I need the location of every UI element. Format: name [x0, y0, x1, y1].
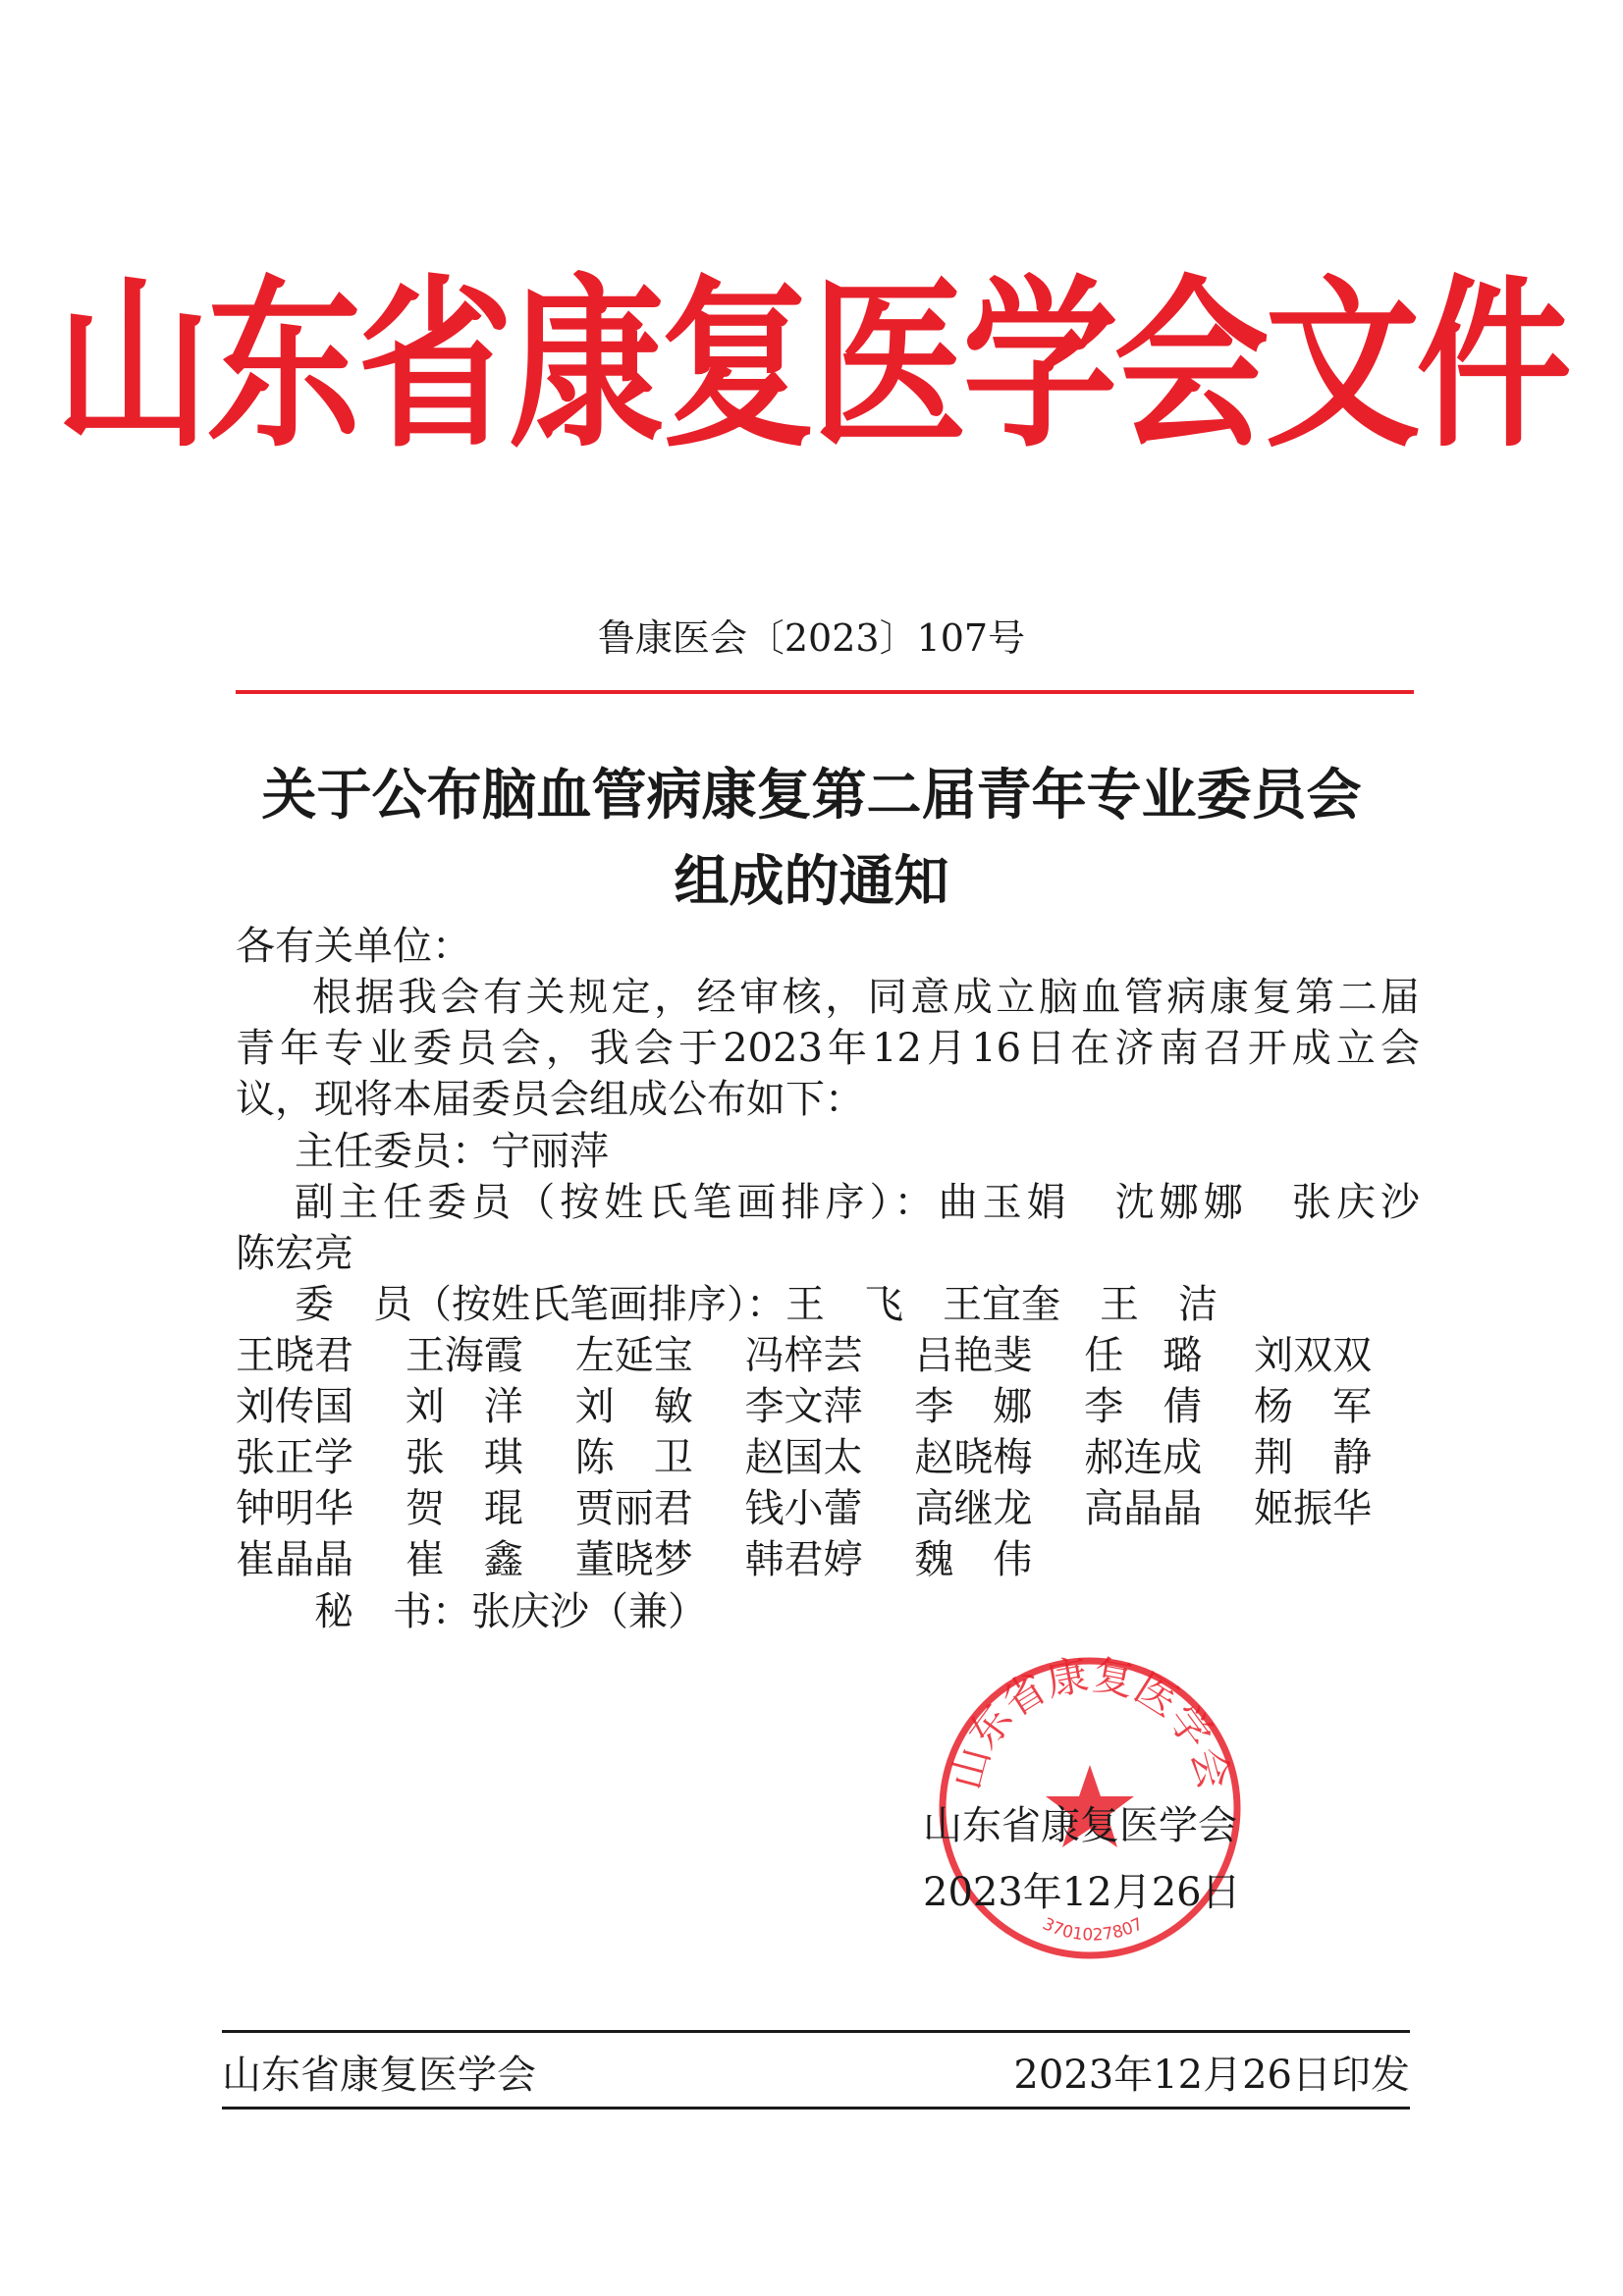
member-name: 王晓君	[236, 1333, 353, 1378]
body-paragraph-line-1: 根据我会有关规定，经审核，同意成立脑血管病康复第二届	[312, 975, 1420, 1020]
seal-text-arc: 山东省康复医学会	[942, 1650, 1239, 1794]
footer-rule-top	[222, 2030, 1410, 2033]
member-name: 赵国太	[744, 1435, 863, 1480]
body-paragraph-line-2: 青年专业委员会，我会于2023年12月16日在济南召开成立会	[236, 1026, 1420, 1071]
masthead-title: 山东省康复医学会文件	[55, 259, 1568, 473]
member-name: 贺 琨	[405, 1486, 523, 1531]
member-name: 刘 敏	[574, 1384, 693, 1429]
body-paragraph-line-3: 议，现将本届委员会组成公布如下：	[236, 1077, 864, 1122]
member-name: 崔 鑫	[405, 1537, 523, 1582]
member-name: 陈 卫	[574, 1435, 693, 1480]
footer-rule-bottom	[222, 2107, 1410, 2109]
member-row	[236, 1330, 1424, 1381]
member-name: 杨 军	[1254, 1384, 1373, 1429]
member-name: 高继龙	[914, 1486, 1033, 1531]
member-name: 王海霞	[405, 1333, 523, 1378]
members-line: 委 员（按姓氏笔画排序）：王 飞 王宜奎 王 洁	[295, 1282, 1217, 1327]
member-name: 任 璐	[1084, 1333, 1203, 1378]
signature-date: 2023年12月26日	[923, 1870, 1241, 1915]
member-name: 张 琪	[405, 1435, 523, 1480]
member-name: 刘双双	[1254, 1333, 1373, 1378]
member-name: 钱小蕾	[744, 1486, 863, 1531]
red-divider	[236, 690, 1414, 694]
salutation: 各有关单位：	[236, 924, 471, 969]
member-name: 董晓梦	[574, 1537, 693, 1582]
secretary-line: 秘 书：张庆沙（兼）	[314, 1589, 707, 1634]
member-name: 李 娜	[914, 1384, 1033, 1429]
member-name: 钟明华	[236, 1486, 353, 1531]
member-name: 李 倩	[1084, 1384, 1203, 1429]
member-name: 韩君婷	[744, 1537, 863, 1582]
chair-line: 主任委员：宁丽萍	[295, 1129, 609, 1174]
member-row	[236, 1381, 1424, 1432]
footer-issue-date: 2023年12月26日印发	[1013, 2053, 1410, 2098]
member-name: 刘 洋	[405, 1384, 523, 1429]
member-name: 李文萍	[744, 1384, 863, 1429]
member-name: 左延宝	[574, 1333, 693, 1378]
member-name: 魏 伟	[914, 1537, 1033, 1582]
member-name: 冯梓芸	[744, 1333, 863, 1378]
footer-organization: 山东省康复医学会	[222, 2053, 536, 2098]
member-row	[236, 1483, 1424, 1534]
member-name: 贾丽君	[574, 1486, 693, 1531]
notice-title-line-2: 组成的通知	[674, 849, 949, 914]
member-name: 郝连成	[1084, 1435, 1203, 1480]
member-name: 高晶晶	[1084, 1486, 1203, 1531]
member-name: 姬振华	[1254, 1486, 1373, 1531]
member-name: 张正学	[236, 1435, 353, 1480]
member-name: 荆 静	[1254, 1435, 1373, 1480]
vice-chair-continuation: 陈宏亮	[236, 1231, 353, 1276]
signature-organization: 山东省康复医学会	[923, 1803, 1237, 1848]
member-row	[236, 1432, 1424, 1483]
document-number: 鲁康医会〔2023〕107号	[597, 616, 1026, 660]
member-name: 刘传国	[236, 1384, 353, 1429]
notice-title-line-1: 关于公布脑血管病康复第二届青年专业委员会	[261, 763, 1362, 828]
member-name: 赵晓梅	[914, 1435, 1033, 1480]
vice-chair-line: 副主任委员（按姓氏笔画排序）：曲玉娟 沈娜娜 张庆沙	[295, 1180, 1420, 1225]
member-row	[236, 1534, 1424, 1585]
member-name: 崔晶晶	[236, 1537, 353, 1582]
member-name: 吕艳斐	[914, 1333, 1033, 1378]
seal-code: 3701027807	[1039, 1914, 1147, 1946]
